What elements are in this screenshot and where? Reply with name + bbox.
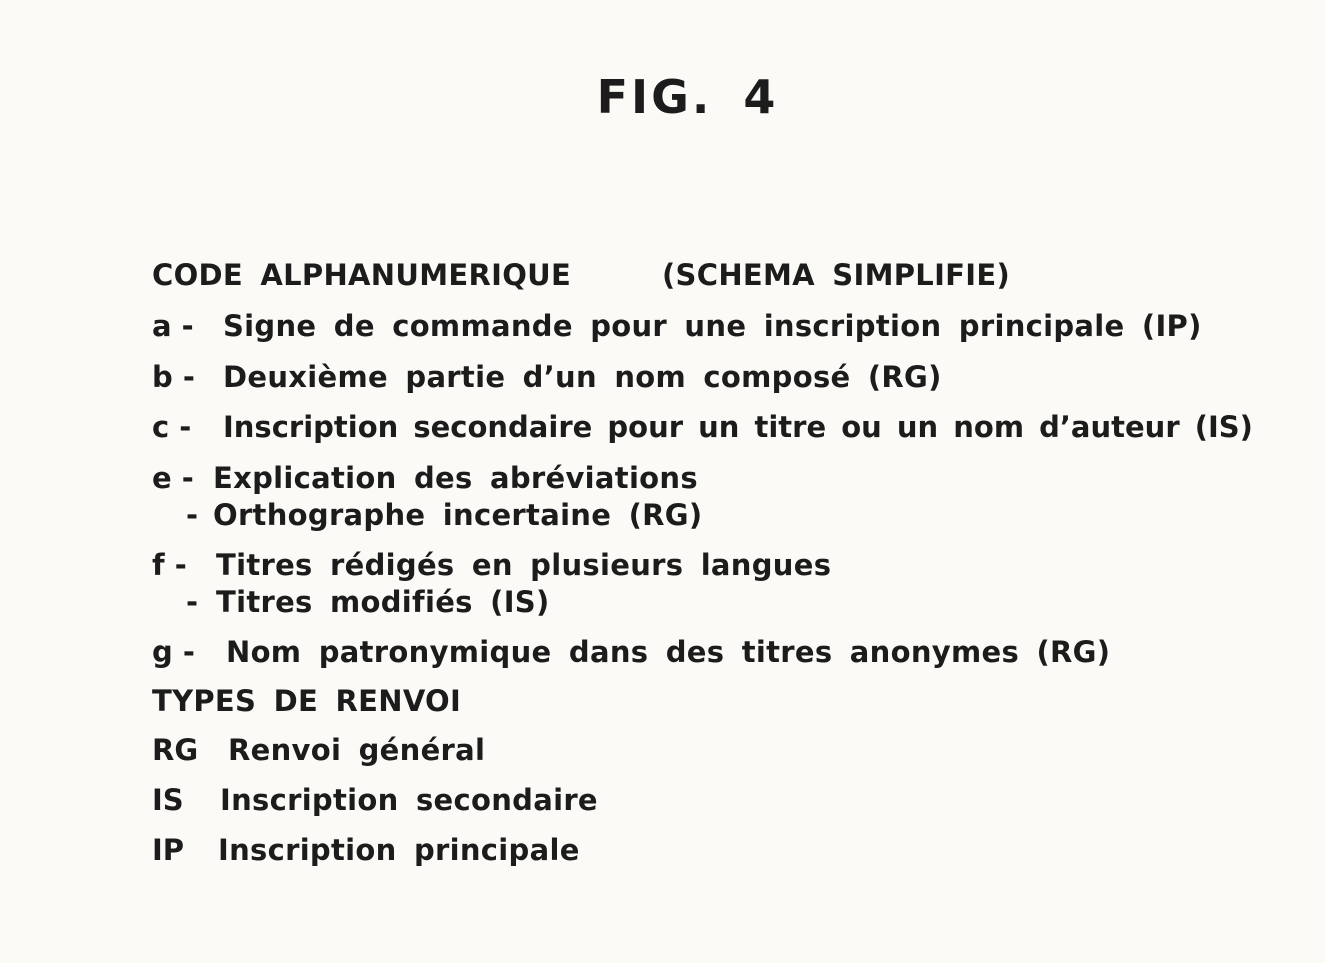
code-subheading: (SCHEMA SIMPLIFIE): [662, 258, 1011, 292]
type-ip-label: Inscription principale: [218, 833, 580, 867]
item-e-marker: e -: [152, 461, 194, 495]
type-rg-code: RG: [152, 733, 199, 767]
type-is-label: Inscription secondaire: [220, 783, 598, 817]
code-heading: CODE ALPHANUMERIQUE: [152, 258, 572, 292]
item-f2-marker: -: [186, 585, 199, 619]
item-c-marker: c -: [152, 410, 192, 444]
item-g-marker: g -: [152, 635, 195, 669]
types-heading: TYPES DE RENVOI: [152, 684, 462, 718]
item-f-text: Titres rédigés en plusieurs langues: [216, 548, 832, 582]
item-g-text: Nom patronymique dans des titres anonymes (RG): [226, 635, 1111, 669]
item-e-text: Explication des abréviations: [213, 461, 698, 495]
item-e2-text: Orthographe incertaine (RG): [213, 498, 703, 532]
item-e2-marker: -: [186, 498, 199, 532]
item-b-marker: b -: [152, 360, 195, 394]
item-a-text: Signe de commande pour une inscription principale (IP): [223, 309, 1202, 343]
item-f-marker: f -: [152, 548, 187, 582]
type-rg-label: Renvoi général: [228, 733, 486, 767]
type-is-code: IS: [152, 783, 184, 817]
type-ip-code: IP: [152, 833, 185, 867]
figure-title: FIG. 4: [596, 70, 779, 124]
item-c-text: Inscription secondaire pour un titre ou un nom d’auteur (IS): [223, 410, 1253, 444]
item-b-text: Deuxième partie d’un nom composé (RG): [223, 360, 942, 394]
item-a-marker: a -: [152, 309, 194, 343]
item-f2-text: Titres modifiés (IS): [216, 585, 550, 619]
